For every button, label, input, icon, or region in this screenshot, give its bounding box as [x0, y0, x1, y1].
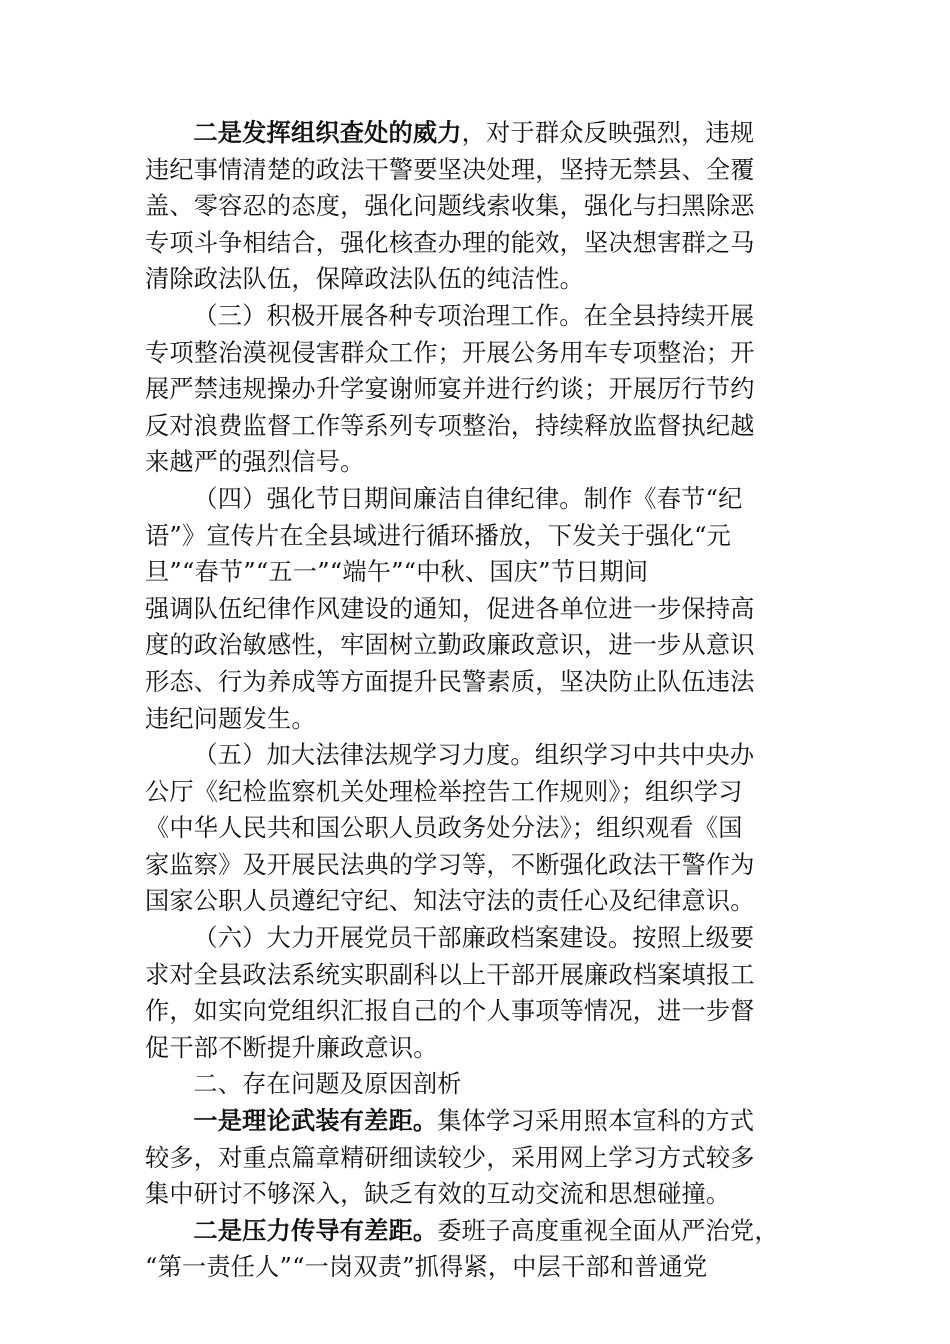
paragraph-holiday-discipline — [145, 481, 815, 737]
paragraph-line: 清除政法队伍，保障政法队伍的纯洁性。 — [145, 265, 584, 294]
paragraph-theory-gap — [145, 1103, 815, 1213]
paragraph-line: 语”》宣传片在全县域进行循环播放，下发关于强化“元 — [145, 521, 732, 550]
paragraph-line: 强调队伍纪律作风建设的通知，促进各单位进一步保持高 — [145, 594, 755, 623]
paragraph-lead: 一是理论武装有差距。 — [193, 1107, 438, 1136]
paragraph-pressure-gap — [145, 1213, 815, 1286]
paragraph-text: 委班子高度重视全面从严治党， — [437, 1216, 779, 1245]
paragraph-line: 违纪事情清楚的政法干警要坚决处理，坚持无禁县、全覆 — [145, 155, 755, 184]
paragraph-line: 形态、行为养成等方面提升民警素质，坚决防止队伍违法 — [145, 667, 755, 696]
paragraph-line: 旦”“春节”“五一”“端午”“中秋、国庆”节日期间 — [145, 558, 649, 587]
paragraph-line: 作，如实向党组织汇报自己的个人事项等情况，进一步督 — [145, 997, 755, 1026]
paragraph-line: 家监察》及开展民法典的学习等，不断强化政法干警作为 — [145, 850, 755, 879]
paragraph-special-governance — [145, 298, 815, 481]
paragraph-line — [145, 1103, 815, 1140]
paragraph-line: 集中研讨不够深入，缺乏有效的互动交流和思想碰撞。 — [145, 1180, 731, 1209]
paragraph-line: 盖、零容忍的态度，强化问题线索收集，强化与扫黑除恶 — [145, 192, 755, 221]
paragraph-lead: 二是压力传导有差距。 — [193, 1216, 438, 1245]
paragraph-line: 度的政治敏感性，牢固树立勤政廉政意识，进一步从意识 — [145, 631, 755, 660]
paragraph-law-study — [145, 737, 815, 920]
paragraph-line: “第一责任人”“一岗双责”抓得紧，中层干部和普通党 — [145, 1253, 708, 1282]
paragraph-lead: 二是发挥组织查处的威力 — [193, 119, 462, 147]
paragraph-line: 专项整治漠视侵害群众工作；开展公务用车专项整治；开 — [145, 338, 755, 367]
paragraph-line: 反对浪费监督工作等系列专项整治，持续释放监督执纪越 — [145, 411, 755, 440]
paragraph-integrity-archive — [145, 920, 815, 1066]
paragraph-line: 来越严的强烈信号。 — [145, 448, 365, 477]
paragraph-line: 展严禁违规操办升学宴谢师宴并进行约谈；开展厉行节约 — [145, 375, 755, 404]
paragraph-line: 专项斗争相结合，强化核查办理的能效，坚决想害群之马 — [145, 228, 755, 257]
section-heading: 二、存在问题及原因剖析 — [193, 1070, 462, 1099]
paragraph-line — [145, 1213, 815, 1250]
paragraph-line: （四）强化节日期间廉洁自律纪律。制作《春节“纪 — [193, 484, 743, 513]
paragraph-line: 公厅《纪检监察机关处理检举控告工作规则》；组织学习 — [145, 777, 743, 806]
paragraph-line: 违纪问题发生。 — [145, 704, 316, 733]
paragraph-line: 《中华人民共和国公职人员政务处分法》；组织观看《国 — [145, 814, 743, 843]
document-body — [145, 115, 815, 1286]
paragraph-text: 集体学习采用照本宣科的方式 — [437, 1107, 755, 1136]
paragraph-line: （五）加大法律法规学习力度。组织学习中共中央办 — [193, 741, 755, 770]
paragraph-line: （六）大力开展党员干部廉政档案建设。按照上级要 — [193, 924, 755, 953]
paragraph-line: 求对全县政法系统实职副科以上干部开展廉政档案填报工 — [145, 960, 755, 989]
paragraph-text: ，对于群众反映强烈，违规 — [461, 119, 755, 147]
paragraph-line: 促干部不断提升廉政意识。 — [145, 1033, 438, 1062]
paragraph-line: 较多，对重点篇章精研细读较少，采用网上学习方式较多 — [145, 1143, 755, 1172]
paragraph-line: （三）积极开展各种专项治理工作。在全县持续开展 — [193, 301, 755, 330]
paragraph-line — [145, 115, 815, 152]
paragraph-organization-investigation — [145, 115, 815, 298]
paragraph-line: 国家公职人员遵纪守纪、知法守法的责任心及纪律意识。 — [145, 887, 755, 916]
